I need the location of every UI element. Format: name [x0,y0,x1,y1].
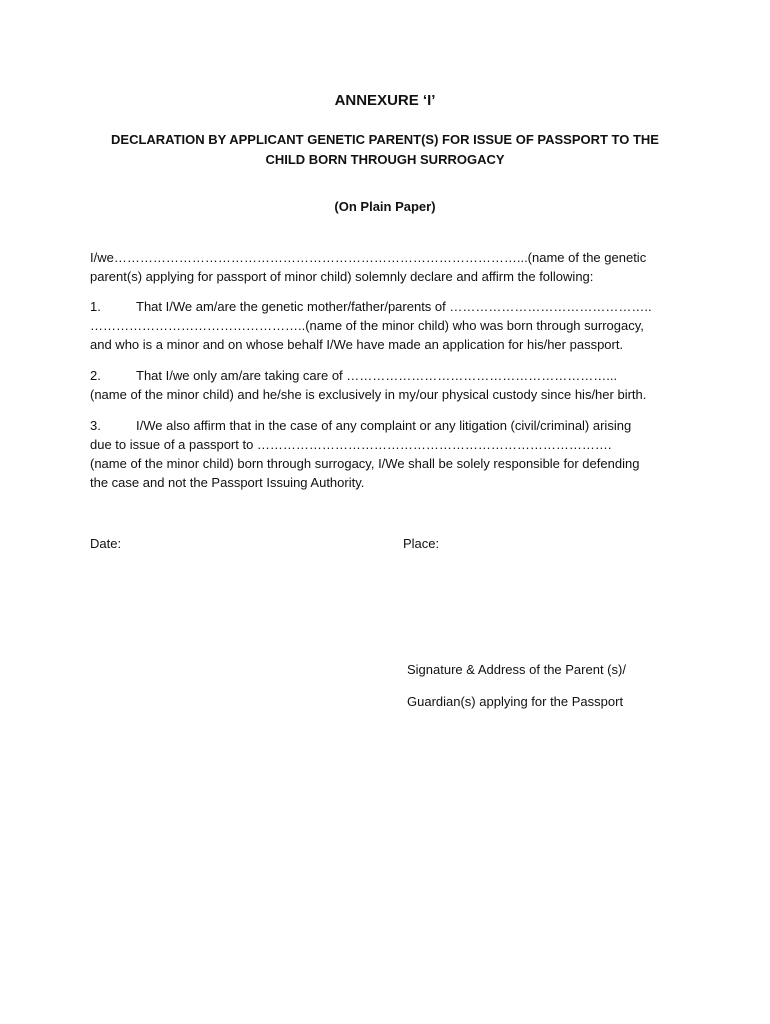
declaration-item-3 [90,416,681,492]
item-2-line-2: (name of the minor child) and he/she is exclusively in my/our physical custody since his/her birth. [90,387,647,402]
item-3-line-2: due to issue of a passport to ………………………………………………………………………. [90,437,612,452]
item-1-first-line [90,297,681,316]
item-3-first-line [90,416,681,435]
signature-label-line-1: Signature & Address of the Parent (s)/ [407,662,626,677]
annexure-heading: ANNEXURE ‘I’ [334,92,436,109]
intro-line-1: I/we…………………………………………………………………………………...(name of the genetic [90,250,647,265]
item-3-number: 3. [90,418,101,433]
item-2-first-line [90,366,681,385]
place-label: Place: [403,536,440,551]
plain-paper-note: (On Plain Paper) [334,199,436,214]
item-2-number: 2. [90,368,101,383]
declaration-item-2 [90,366,681,404]
item-1-number: 1. [90,299,101,314]
intro-line-2: parent(s) applying for passport of minor child) solemnly declare and affirm the following: [90,269,594,284]
title-line-2: CHILD BORN THROUGH SURROGACY [265,152,505,167]
declaration-title [90,130,680,170]
declaration-item-1 [90,297,681,354]
item-3-line-4: the case and not the Passport Issuing Authority. [90,475,365,490]
item-1-line-3: and who is a minor and on whose behalf I/We have made an application for his/her passport. [90,337,624,352]
item-1-line-2: …………………………………………..(name of the minor child) who was born through surrogacy, [90,318,644,333]
item-3-line-1: I/We also affirm that in the case of any complaint or any litigation (civil/criminal) arising [136,418,632,433]
item-2-line-1: That I/we only am/are taking care of ……………………………………………………... [136,368,618,383]
date-label: Date: [90,536,122,551]
item-3-line-3: (name of the minor child) born through surrogacy, I/We shall be solely responsible for defending [90,456,640,471]
title-line-1: DECLARATION BY APPLICANT GENETIC PARENT(S) FOR ISSUE OF PASSPORT TO THE [111,132,659,147]
signature-label-line-2: Guardian(s) applying for the Passport [407,694,624,709]
intro-paragraph [90,248,681,286]
item-1-line-1: That I/We am/are the genetic mother/father/parents of ……………………………………….. [136,299,652,314]
